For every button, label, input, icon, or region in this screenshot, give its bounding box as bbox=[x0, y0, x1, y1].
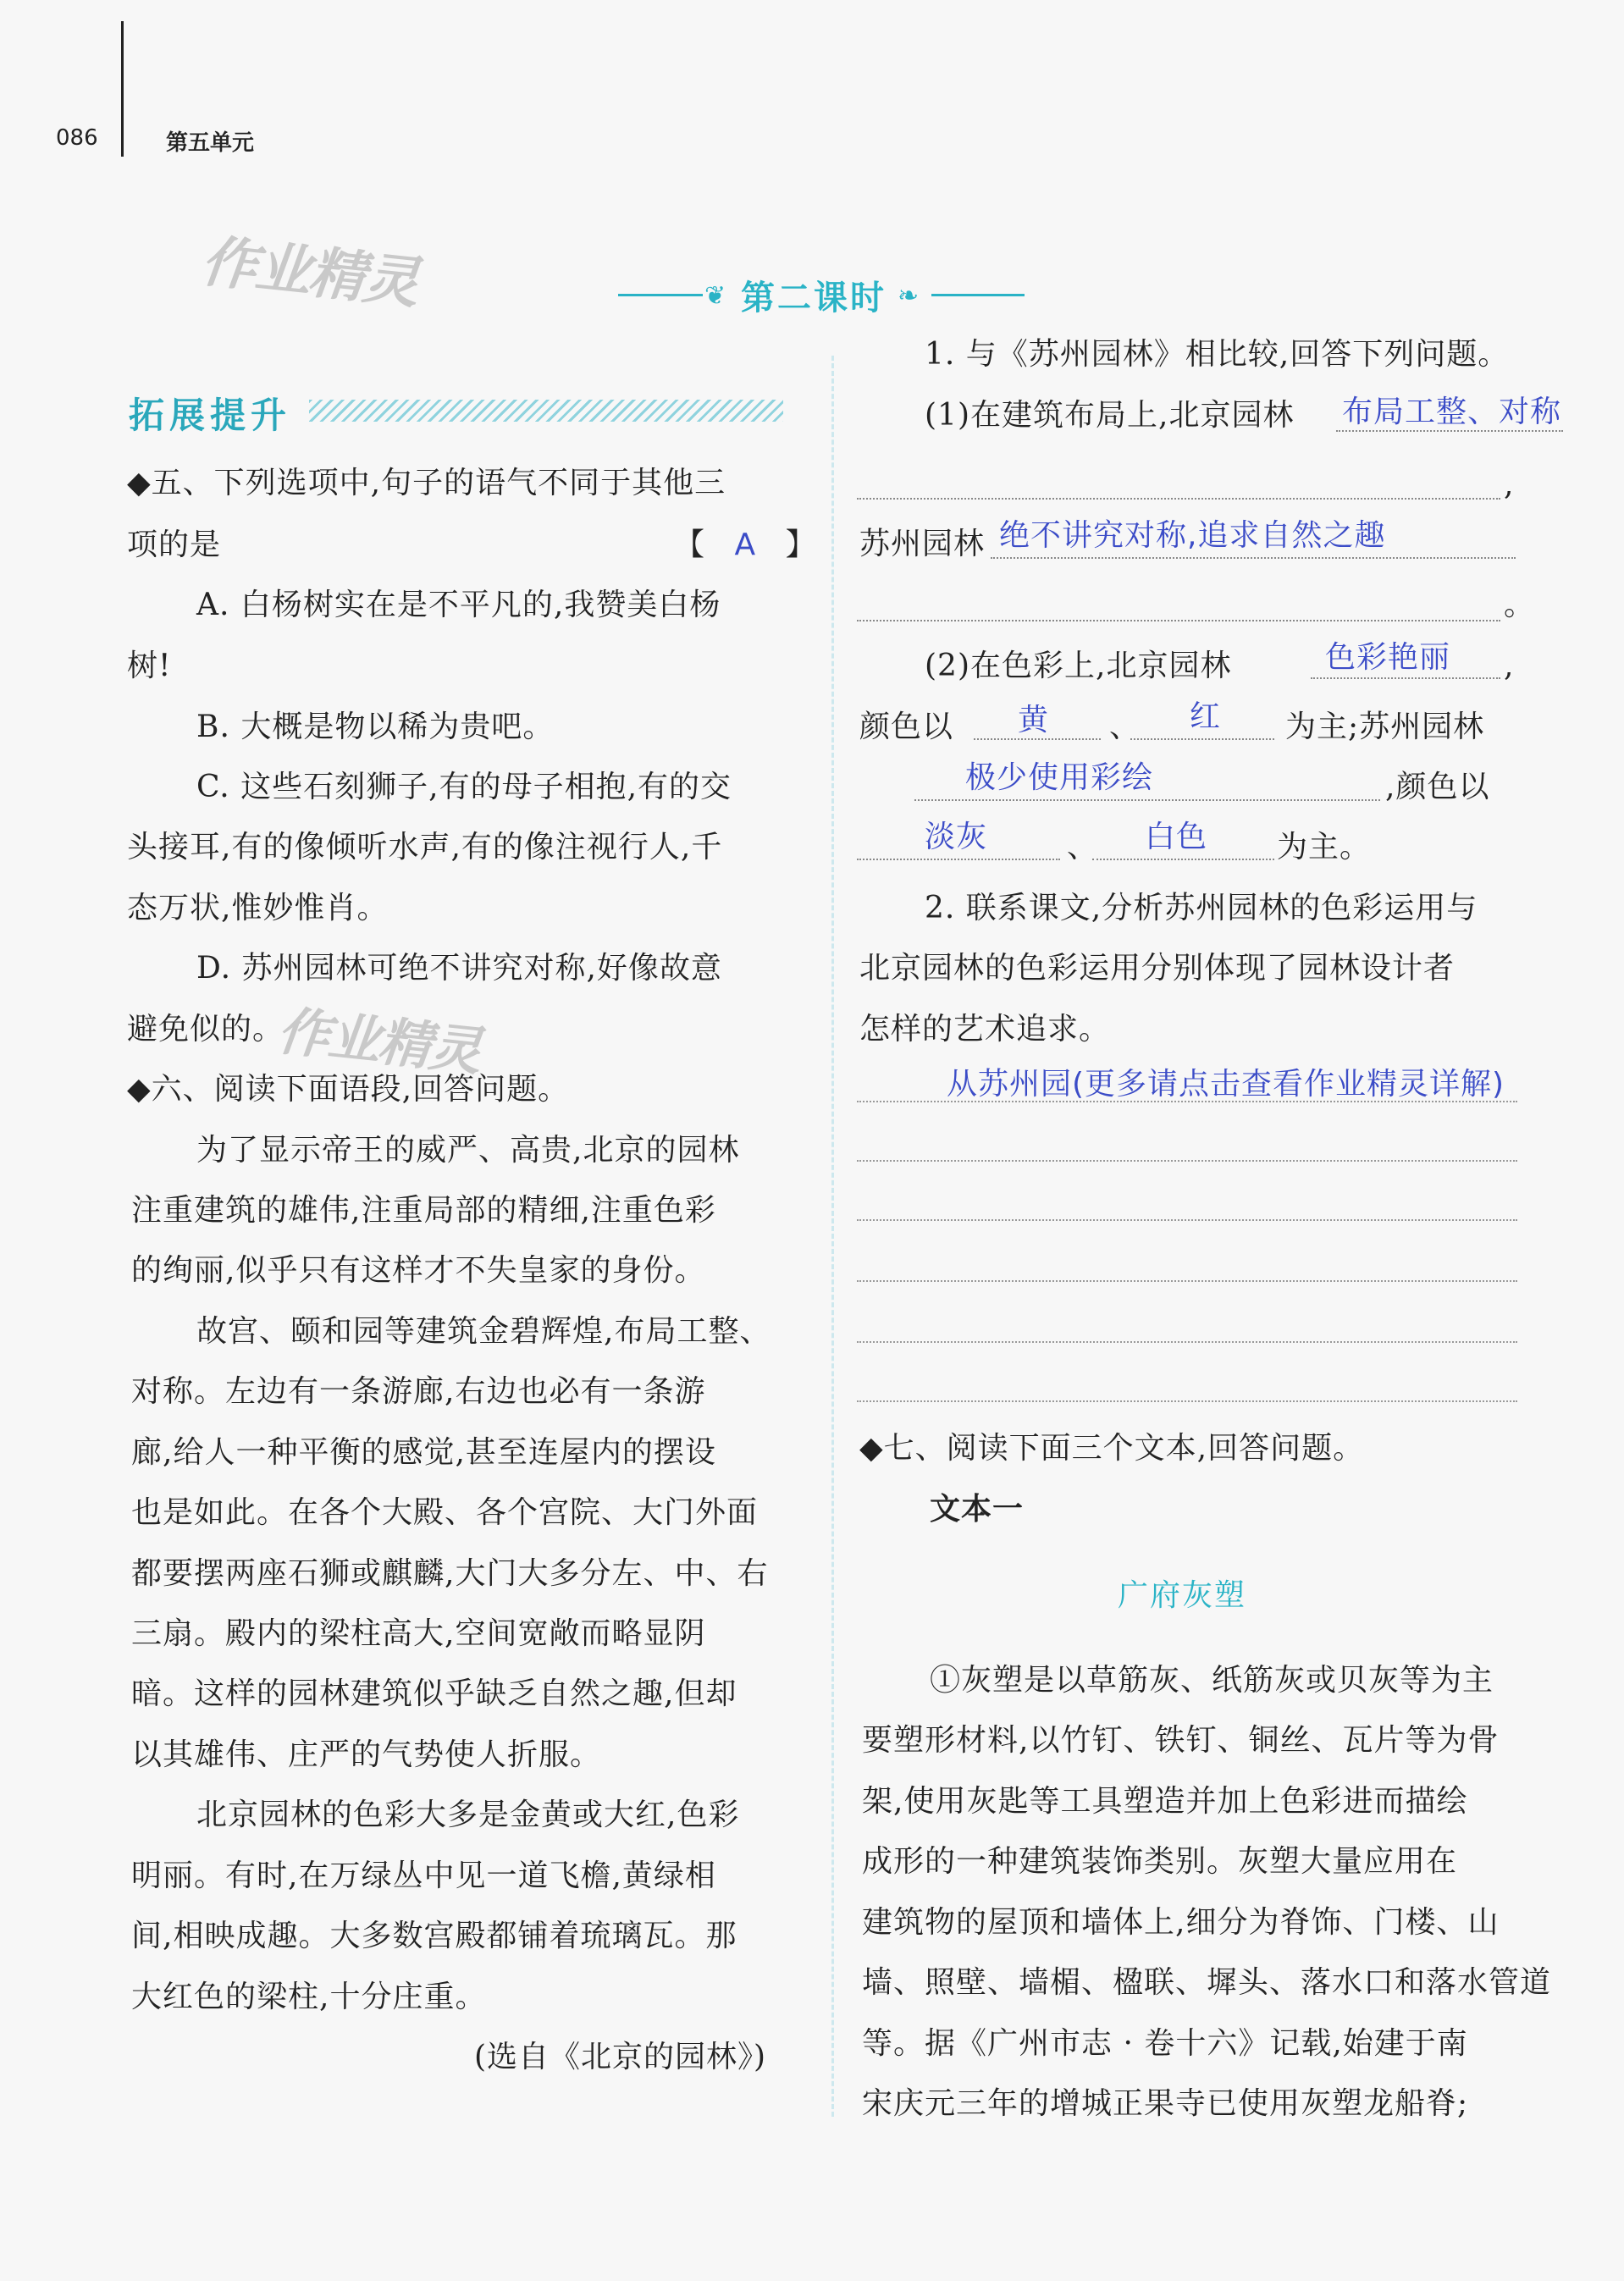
text1-label: 文本一 bbox=[930, 1492, 1025, 1527]
lesson-header bbox=[618, 269, 1025, 320]
q1-1-beijing-answer: 布局工整、对称 bbox=[1342, 395, 1562, 429]
column-divider bbox=[831, 356, 834, 2117]
q2-line: 北京园林的色彩运用分别体现了园林设计者 bbox=[859, 951, 1456, 986]
flourish-icon: ❧ bbox=[898, 281, 920, 311]
q1-2-color-with: 颜色以 bbox=[859, 710, 954, 744]
q5-option-d-cont: 避免似的。 bbox=[127, 1012, 284, 1047]
flourish-icon: ❦ bbox=[704, 281, 726, 311]
q2-answer: 从苏州园(更多请点击查看作业精灵详解) bbox=[947, 1067, 1505, 1102]
q1-2-comma: , bbox=[1504, 649, 1515, 683]
q1-1-prefix: (1)在建筑布局上,北京园林 bbox=[925, 398, 1295, 433]
lesson-left-rule bbox=[618, 294, 703, 296]
q1-2-gray-answer: 淡灰 bbox=[925, 820, 988, 854]
article-line: 墙、照壁、墙楣、楹联、墀头、落水口和落水管道 bbox=[862, 1965, 1552, 2000]
answer-line bbox=[857, 1219, 1517, 1221]
article-line: 等。据《广州市志 · 卷十六》记载,始建于南 bbox=[862, 2026, 1468, 2061]
q5-option-b: B. 大概是物以稀为贵吧。 bbox=[196, 710, 555, 744]
q5-stem-line1: ◆五、下列选项中,句子的语气不同于其他三 bbox=[127, 466, 726, 500]
q1-2-dun: 、 bbox=[1109, 710, 1141, 744]
q6-passage-line: 三扇。殿内的梁柱高大,空间宽敞而略显阴 bbox=[131, 1616, 706, 1651]
q5-answer: A bbox=[734, 527, 757, 562]
q1-1-suzhou-label: 苏州园林 bbox=[859, 527, 986, 561]
section-title: 拓展提升 bbox=[129, 395, 292, 436]
section-stripe bbox=[309, 400, 783, 422]
q1-2-yellow-answer: 黄 bbox=[1018, 703, 1050, 737]
answer-line bbox=[857, 1400, 1517, 1402]
q6-passage-line: 廊,给人一种平衡的感觉,甚至连屋内的摆设 bbox=[131, 1435, 716, 1470]
q5-option-a: A. 白杨树实在是不平凡的,我赞美白杨 bbox=[196, 588, 721, 622]
q5-option-c-cont: 头接耳,有的像倾听水声,有的像注视行人,千 bbox=[127, 830, 723, 864]
answer-line bbox=[857, 1280, 1517, 1282]
q6-passage-line: 间,相映成趣。大多数宫殿都铺着琉璃瓦。那 bbox=[131, 1919, 737, 1953]
q1-2-white-answer: 白色 bbox=[1145, 820, 1208, 854]
q6-passage-line: 都要摆两座石狮或麒麟,大门大多分左、中、右 bbox=[131, 1556, 769, 1591]
q5-option-c: C. 这些石刻狮子,有的母子相抱,有的交 bbox=[196, 770, 732, 804]
q1-1-comma: , bbox=[1504, 467, 1515, 502]
q6-stem: ◆六、阅读下面语段,回答问题。 bbox=[127, 1072, 570, 1107]
q5-option-d: D. 苏州园林可绝不讲究对称,好像故意 bbox=[196, 951, 722, 986]
watermark-logo: 作业精灵 bbox=[198, 228, 421, 317]
q5-stem-line2: 项的是 bbox=[127, 527, 222, 562]
article-line: 成形的一种建筑装饰类别。灰塑大量应用在 bbox=[862, 1844, 1458, 1879]
q1-2-red-answer: 红 bbox=[1190, 699, 1222, 734]
article-line: 架,使用灰匙等工具塑造并加上色彩进而描绘 bbox=[862, 1784, 1468, 1819]
q1-1-suzhou-answer: 绝不讲究对称,追求自然之趣 bbox=[999, 518, 1386, 553]
page-number: 086 bbox=[56, 125, 98, 151]
q6-passage-line: 北京园林的色彩大多是金黄或大红,色彩 bbox=[196, 1798, 740, 1832]
answer-line bbox=[857, 1160, 1517, 1162]
article-line: 宋庆元三年的增城正果寺已使用灰塑龙船脊; bbox=[862, 2086, 1469, 2121]
q6-passage-line: 的绚丽,似乎只有这样才不失皇家的身份。 bbox=[131, 1253, 706, 1288]
q1-2-main-suzhou: 为主;苏州园林 bbox=[1285, 710, 1485, 744]
q6-passage-line: 明丽。有时,在万绿丛中见一道飞檐,黄绿相 bbox=[131, 1858, 716, 1893]
q6-passage-line: 对称。左边有一条游廊,右边也必有一条游 bbox=[131, 1374, 706, 1409]
q1-1-period: 。 bbox=[1504, 588, 1536, 622]
q5-answer-bracket: 【 A 】 bbox=[674, 527, 817, 562]
q1-2-dun2: 、 bbox=[1067, 830, 1099, 864]
answer-line bbox=[857, 1101, 1517, 1102]
q1-2-color-with2: ,颜色以 bbox=[1385, 770, 1490, 804]
q6-passage-line: 注重建筑的雄伟,注重局部的精细,注重色彩 bbox=[131, 1193, 716, 1228]
q5-option-a-cont: 树! bbox=[127, 649, 172, 683]
q6-passage-line: 故宫、颐和园等建筑金碧辉煌,布局工整、 bbox=[196, 1314, 771, 1349]
q1-stem: 1. 与《苏州园林》相比较,回答下列问题。 bbox=[925, 337, 1510, 372]
q7-stem: ◆七、阅读下面三个文本,回答问题。 bbox=[859, 1431, 1365, 1466]
article-line: 要塑形材料,以竹钉、铁钉、铜丝、瓦片等为骨 bbox=[862, 1723, 1500, 1758]
q1-2-beijing-answer: 色彩艳丽 bbox=[1325, 640, 1451, 675]
article-line: 建筑物的屋顶和墙体上,细分为脊饰、门楼、山 bbox=[862, 1905, 1500, 1940]
q6-passage-line: 为了显示帝王的威严、高贵,北京的园林 bbox=[196, 1133, 740, 1168]
q6-passage-line: 暗。这样的园林建筑似乎缺乏自然之趣,但却 bbox=[131, 1676, 737, 1711]
q2-line: 2. 联系课文,分析苏州园林的色彩运用与 bbox=[925, 891, 1478, 925]
article-line: ①灰塑是以草筋灰、纸筋灰或贝灰等为主 bbox=[930, 1663, 1494, 1698]
q6-source: (选自《北京的园林》) bbox=[474, 2040, 767, 2074]
q1-2-suzhou-answer: 极少使用彩绘 bbox=[965, 760, 1154, 795]
q1-1-beijing-blank-cont bbox=[857, 498, 1500, 500]
q2-line: 怎样的艺术追求。 bbox=[859, 1012, 1111, 1047]
q5-option-c-cont2: 态万状,惟妙惟肖。 bbox=[127, 891, 389, 925]
lesson-right-rule bbox=[931, 294, 1025, 296]
q1-2-prefix: (2)在色彩上,北京园林 bbox=[925, 649, 1232, 683]
q6-passage-line: 大红色的梁柱,十分庄重。 bbox=[131, 1980, 487, 2014]
answer-line bbox=[857, 1341, 1517, 1343]
q1-1-suzhou-blank-cont bbox=[857, 620, 1500, 621]
q6-passage-line: 也是如此。在各个大殿、各个宫院、大门外面 bbox=[131, 1495, 759, 1530]
article-title: 广府灰塑 bbox=[1118, 1578, 1247, 1613]
header-rule bbox=[121, 21, 124, 157]
q1-2-main-end: 为主。 bbox=[1277, 830, 1372, 864]
q6-passage-line: 以其雄伟、庄严的气势使人折服。 bbox=[131, 1737, 602, 1772]
lesson-title: 第二课时 bbox=[741, 279, 887, 318]
watermark-logo: 作业精灵 bbox=[274, 999, 483, 1083]
unit-label: 第五单元 bbox=[166, 130, 255, 156]
